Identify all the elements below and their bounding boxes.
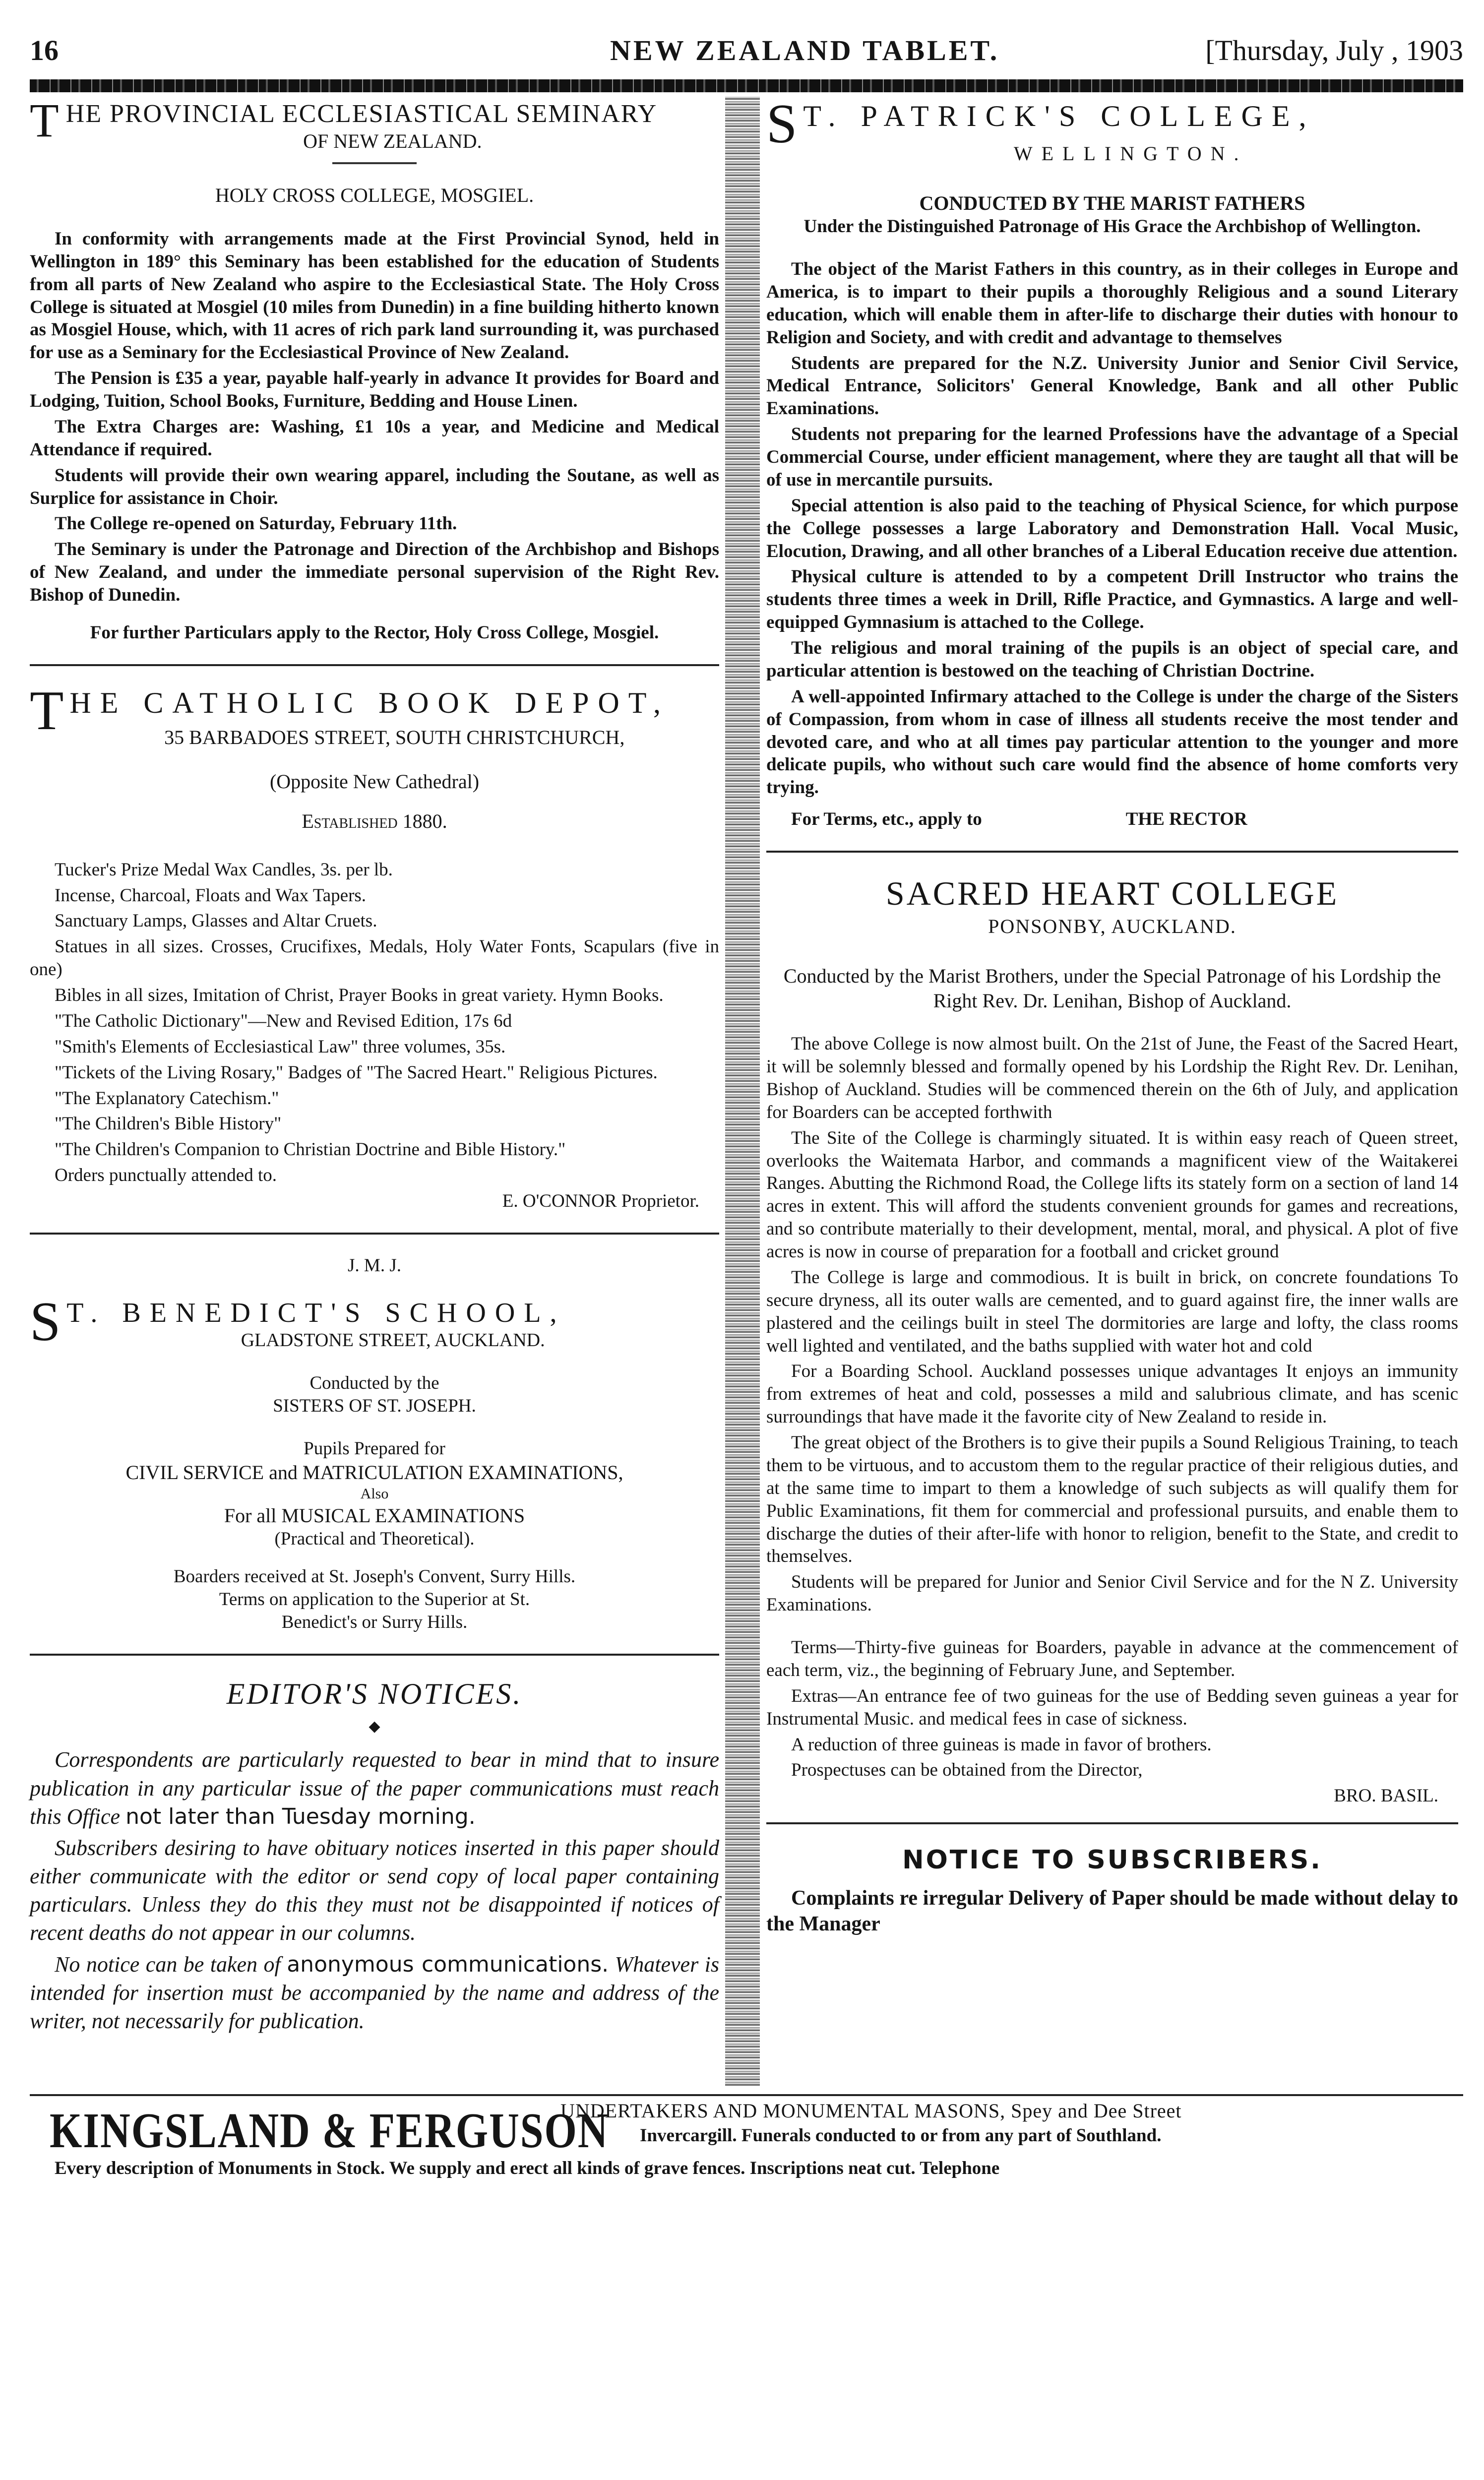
book-item: Statues in all sizes. Crosses, Crucifixes, Medals, Holy Water Fonts, Scapulars (five in one) [30, 936, 719, 980]
sacred-heart-conducted: Conducted by the Marist Brothers, under the Special Patronage of his Lordship the Right Rev. Dr. Lenihan, Bishop of Auckland. [783, 964, 1441, 1012]
sacred-heart-terms: A reduction of three guineas is made in favor of brothers. [791, 1734, 1212, 1755]
divider [30, 664, 719, 666]
st-patricks-para: The object of the Marist Fathers in this country, as in their colleges in Europe and America, is to impart to their pupils a thoroughly Religious and a sound Literary education, which will enable them in after-life to discharge their duties with honour to Religion and Society, and with credit and advantage to themselves [766, 259, 1458, 348]
book-depot-opposite: (Opposite New Cathedral) [269, 770, 480, 793]
notice-to-subscribers [766, 1844, 1458, 1937]
benedict-ad [30, 1291, 719, 1634]
st-patricks-para: Students not preparing for the learned Professions have the advantage of a Special Commercial Course, under efficient management, where they are taught all that will be of use in mercantile pursuits. [766, 424, 1458, 490]
issue-date: [Thursday, July , 1903 [1205, 34, 1463, 66]
sacred-heart-terms: Extras—An entrance fee of two guineas for the use of Bedding seven guineas a year for Instrumental Music. and medical fees in case of sickness. [766, 1685, 1458, 1729]
kingsland-ferguson-name: KINGSLAND & FERGUSON [50, 2103, 609, 2159]
book-item: "The Children's Companion to Christian Doctrine and Bible History." [55, 1139, 566, 1160]
right-column [766, 93, 1458, 1940]
seminary-para: The Seminary is under the Patronage and Direction of the Archbishop and Bishops of New Zealand, and under the immediate personal supervision of the Right Rev. Bishop of Dunedin. [30, 539, 719, 606]
st-patricks-para: A well-appointed Infirmary attached to the College is under the charge of the Sisters of Compassion, from whom in case of illness all students receive the most tender and devoted care, and who at all times pay particular attention to the younger and more delicate pupils, who without such care would find the absence of home comforts very trying. [766, 686, 1458, 798]
seminary-footer: For further Particulars apply to the Rector, Holy Cross College, Mosgiel. [90, 622, 659, 643]
sacred-heart-para: Students will be prepared for Junior and Senior Civil Service and for the N Z. University Examinations. [766, 1572, 1458, 1615]
header-rule [30, 79, 1463, 92]
st-patricks-terms: For Terms, etc., apply to THE RECTOR [791, 809, 1247, 830]
book-item: Bibles in all sizes, Imitation of Christ, Prayer Books in great variety. Hymn Books. [55, 985, 664, 1006]
divider [332, 162, 417, 164]
sacred-heart-location: PONSONBY, AUCKLAND. [988, 915, 1237, 938]
column-divider [725, 97, 760, 2086]
notice-title: NOTICE TO SUBSCRIBERS. [902, 1845, 1322, 1875]
book-item: Incense, Charcoal, Floats and Wax Tapers. [55, 885, 367, 906]
seminary-college: HOLY CROSS COLLEGE, MOSGIEL. [215, 184, 534, 207]
ornament: ◆ [369, 1718, 380, 1735]
book-depot-title: THE CATHOLIC BOOK DEPOT, [30, 680, 670, 742]
book-depot-ad [30, 680, 719, 1213]
book-item: "Smith's Elements of Ecclesiastical Law" three volumes, 35s. [55, 1036, 506, 1057]
st-patricks-para: Students are prepared for the N.Z. University Junior and Senior Civil Service, Medical Entrance, Solicitors' General Knowledge, Bank and all other Public Examinations. [766, 353, 1458, 419]
seminary-para: The Pension is £35 a year, payable half-yearly in advance It provides for Board and Lodging, Tuition, School Books, Furniture, Bedding and House Linen. [30, 368, 719, 412]
kingsland-ferguson-trade: UNDERTAKERS AND MONUMENTAL MASONS, Spey and Dee Street [560, 2100, 1182, 2122]
seminary-para: Students will provide their own wearing apparel, including the Soutane, as well as Surplice for assistance in Choir. [30, 465, 719, 508]
book-item: "Tickets of the Living Rosary," Badges of "The Sacred Heart." Religious Pictures. [55, 1062, 658, 1083]
editor-para: Subscribers desiring to have obituary notices inserted in this paper should either communicate with the editor or send copy of local paper containing particulars. Unless they do this they must not be disappointed if notices of recent deaths do not appear in our columns. [30, 1835, 719, 1945]
page-number: 16 [30, 34, 59, 66]
sacred-heart-terms: Prospectuses can be obtained from the Director, [791, 1760, 1143, 1781]
sacred-heart-para: For a Boarding School. Auckland possesses unique advantages It enjoys an immunity from extremes of heat and cold, possesses a mild and salubrious climate, and has scenic surroundings that have made it the favorite city of New Zealand to reside in. [766, 1361, 1458, 1427]
book-item: "The Catholic Dictionary"—New and Revised Edition, 17s 6d [55, 1010, 512, 1031]
divider [766, 851, 1458, 853]
benedict-exams: CIVIL SERVICE and MATRICULATION EXAMINATIONS, [125, 1461, 623, 1484]
divider [766, 1822, 1458, 1824]
kingsland-ferguson-stock: Every description of Monuments in Stock. We supply and erect all kinds of grave fences. Inscriptions neat cut. Telephone [55, 2158, 1000, 2178]
divider [30, 1233, 719, 1235]
sacred-heart-title: SACRED HEART COLLEGE [885, 874, 1339, 913]
benedict-terms: Terms on application to the Superior at St. [219, 1589, 530, 1610]
book-item: Orders punctually attended to. [55, 1165, 277, 1186]
editor-para: No notice can be taken of anonymous communications. Whatever is intended for insertion must be accompanied by the name and address of the writer, not necessarily for publication. [30, 1951, 720, 2034]
left-column [30, 94, 720, 2038]
st-patricks-title: S T. PATRICK'S COLLEGE, [766, 93, 1315, 155]
book-depot-address: 35 BARBADOES STREET, SOUTH CHRISTCHURCH, [164, 726, 625, 748]
st-patricks-conducted: CONDUCTED BY THE MARIST FATHERS [919, 191, 1305, 214]
notice-body: Complaints re irregular Delivery of Paper should be made without delay to the Manager [766, 1886, 1458, 1935]
benedict-music: For all MUSICAL EXAMINATIONS [224, 1504, 525, 1527]
book-item: Sanctuary Lamps, Glasses and Altar Cruets. [55, 911, 377, 931]
st-patricks-para: The religious and moral training of the pupils is an object of special care, and particular attention is bestowed on the teaching of Christian Doctrine. [766, 638, 1458, 681]
seminary-para: In conformity with arrangements made at the First Provincial Synod, held in Wellington in 189° this Seminary has been established for the education of Students from all parts of New Zealand who aspire to the Ecclesiastical State. The Holy Cross College is situated at Mosgiel (10 miles from Dunedin) in a fine building hitherto known as Mosgiel House, which, with 11 acres of rich park land surrounding it, was purchased for use as a Seminary for the Ecclesiastical Province of New Zealand. [30, 228, 719, 363]
sacred-heart-para: The above College is now almost built. On the 21st of June, the Feast of the Sacred Heart, it will be solemnly blessed and formally opened by his Lordship the Right Rev. Dr. Lenihan, Bishop of Auckland. Studies will be commenced therein on the 6th of July, and application for Boarders can be accepted forthwith [766, 1034, 1458, 1122]
benedict-sisters: SISTERS OF ST. JOSEPH. [273, 1396, 476, 1417]
sacred-heart-para: The College is large and commodious. It is built in brick, on concrete foundations To secure dryness, all its outer walls are cemented, and to guard against fire, the inner walls are plastered and the ceilings built in steel The dormitories are large and lofty, the class rooms well lighted and ventilated, and the baths supplied with water hot and cold [766, 1267, 1458, 1356]
editor-para: Correspondents are particularly requested to bear in mind that to insure publication in any particular issue of the paper communications must reach this Office not later than Tuesday morning. [30, 1747, 719, 1829]
st-patricks-para: Special attention is also paid to the teaching of Physical Science, for which purpose the College possesses a large Laboratory and Demonstration Hall. Vocal Music, Elocution, Drawing, and all other branches of a Liberal Education receive due attention. [766, 495, 1458, 561]
book-item: Tucker's Prize Medal Wax Candles, 3s. per lb. [55, 859, 393, 880]
book-depot-proprietor: E. O'CONNOR Proprietor. [502, 1191, 699, 1212]
st-patricks-para: Physical culture is attended to by a competent Drill Instructor who trains the students three times a week in Drill, Rifle Practice, and Gymnastics. A large and well-equipped Gymnasium is attached to the College. [766, 566, 1458, 633]
seminary-para: The College re-opened on Saturday, February 11th. [55, 513, 457, 534]
sacred-heart-signature: BRO. BASIL. [1334, 1786, 1438, 1806]
sacred-heart-para: The Site of the College is charmingly situated. It is within easy reach of Queen street, overlooks the Waitemata Harbor, and commands a magnificent view of the Waitakerei Ranges. Abutting the Richmond Road, the College lifts its stately form on a section of land 14 acres in extent. This will afford the students convenient grounds for games and recreations, and so contribute materially to their development, mental, moral, and physical. A plot of five acres is now in course of preparation for a football and cricket ground [766, 1127, 1458, 1262]
seminary-ad [30, 94, 719, 644]
jmj-heading: J. M. J. [348, 1255, 401, 1276]
book-item: "The Children's Bible History" [55, 1114, 282, 1134]
benedict-address: GLADSTONE STREET, AUCKLAND. [241, 1330, 545, 1351]
benedict-practical: (Practical and Theoretical). [274, 1529, 475, 1550]
benedict-prepared: Pupils Prepared for [304, 1438, 445, 1459]
editors-notices-title: EDITOR'S NOTICES. [226, 1677, 523, 1710]
sacred-heart-para: The great object of the Brothers is to give their pupils a Sound Religious Training, to teach them to be virtuous, and to accustom them to the regular practice of their religious duties, and at the same time to impart to them a knowledge of such subjects as will qualify them for Public Examinations, fit them for commercial and professional pursuits, and enable them to discharge the duties of their after-life with honor to religion, benefit to the State, and credit to themselves. [766, 1432, 1458, 1567]
benedict-also: Also [360, 1486, 389, 1502]
sacred-heart-ad [766, 872, 1458, 1807]
st-patricks-ad [766, 93, 1458, 831]
masthead-title: NEW ZEALAND TABLET. [610, 34, 1000, 66]
seminary-subtitle: OF NEW ZEALAND. [303, 129, 482, 152]
benedict-terms: Benedict's or Surry Hills. [281, 1612, 468, 1632]
kingsland-ferguson-location: Invercargill. Funerals conducted to or from any part of Southland. [640, 2125, 1162, 2146]
seminary-title: THE PROVINCIAL ECCLESIASTICAL SEMINARY [30, 94, 658, 147]
seminary-para: The Extra Charges are: Washing, £1 10s a year, and Medicine and Medical Attendance if required. [30, 416, 719, 460]
divider [30, 2094, 1463, 2096]
benedict-conducted: Conducted by the [309, 1373, 439, 1394]
sacred-heart-terms: Terms—Thirty-five guineas for Boarders, payable in advance at the commencement of each term, viz., the beginning of February June, and September. [766, 1637, 1458, 1680]
benedict-title: S T. BENEDICT'S SCHOOL, [30, 1291, 566, 1353]
divider [30, 1654, 719, 1656]
benedict-boarders: Boarders received at St. Joseph's Convent, Surry Hills. [173, 1566, 576, 1587]
st-patricks-patronage: Under the Distinguished Patronage of His Grace the Archbishop of Wellington. [804, 216, 1421, 237]
editors-notices [30, 1675, 719, 2035]
st-patricks-city: WELLINGTON. [1013, 142, 1248, 165]
page-header [30, 30, 1463, 74]
book-item: "The Explanatory Catechism." [55, 1088, 279, 1109]
book-depot-established: Established 1880. [302, 810, 447, 833]
